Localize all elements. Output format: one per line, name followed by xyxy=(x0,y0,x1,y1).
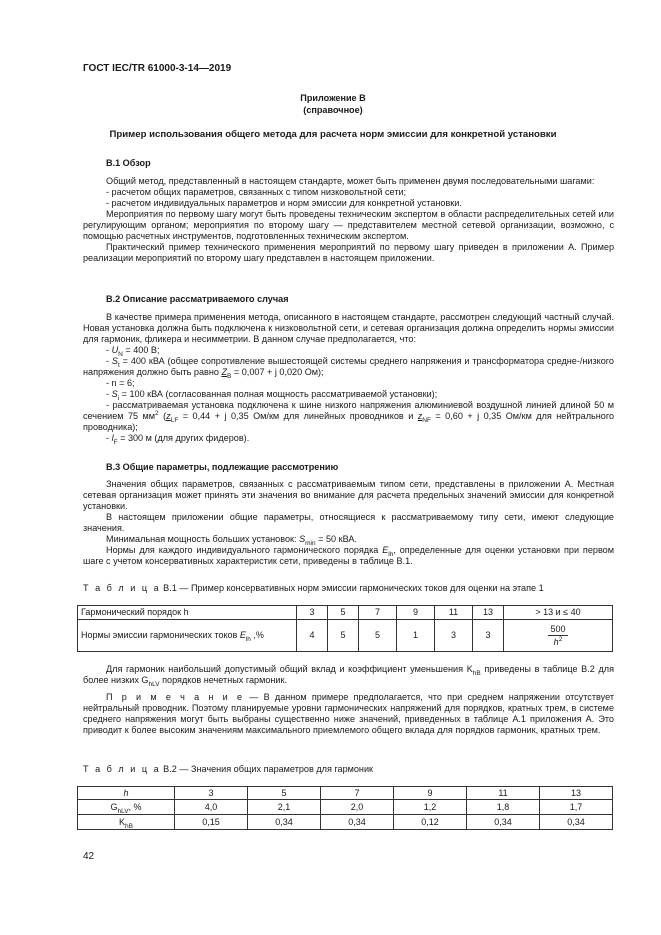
table-cell: $K_{hB}$ xyxy=(78,815,175,830)
list-item-si: - $S_i = 100$ кВА (согласованная полная мощность рассматриваемой установки); xyxy=(106,389,438,402)
table-cell: 0,34 xyxy=(321,815,394,830)
table2 xyxy=(77,786,613,830)
table-cell: 4,0 xyxy=(175,800,248,815)
table1 xyxy=(77,605,613,652)
table-cell: 4 xyxy=(297,620,328,652)
list-item-un: - $U_N = 400$ В; xyxy=(106,345,160,358)
list-item-st: - $S_t = 400$ кВА (общее сопротивление вышестоящей системы среднего напряжения и трансформатора средне-/низкого напряжения должно быть равно $Z_B = 0,007 + j$ 0,020 Ом); xyxy=(83,356,614,380)
after-table1-text xyxy=(83,664,614,736)
table-cell xyxy=(504,620,613,652)
table-cell: 0,34 xyxy=(467,815,540,830)
table-cell: 2,0 xyxy=(321,800,394,815)
table-cell: 3 xyxy=(473,620,504,652)
paragraph: Минимальная мощность больших установок: $S_{min} = 50$ кВА. xyxy=(106,534,357,547)
table-row xyxy=(78,620,613,652)
table-cell: 0,34 xyxy=(540,815,613,830)
table-cell: 13 xyxy=(540,787,613,800)
note: П р и м е ч а н и е — В данном примере предполагается, что при среднем напряжении отсутствует нейтральный проводник. Поэтому планируемые уровни гармонических напряжений для порядков, кратных трем, в системе среднего напряжения могут быть выбраны существенно ниже значений, приведенных в таблице А.1 приложения А. Это приводит к более высоким значениям максимального приемлемого общего вклада для порядков гармоник, кратных трем. xyxy=(83,692,614,735)
paragraph: Нормы для каждого индивидуального гармонического порядка $E_{lh}$, определенные для оценки установки при первом шаге с учетом консервативных характеристик сети, приведены в таблице В.1. xyxy=(83,545,614,566)
annex-subtitle: (справочное) xyxy=(303,105,363,115)
paragraph: В качестве примера применения метода, описанного в настоящем стандарте, рассмотрен следующий частный случай. Новая установка должна быть подключена к низковольтной сети, и сетевая организация должна определить нормы эмиссии для гармоник, фликера и несимметрии. В данном случае предполагается, что: xyxy=(83,312,614,344)
table-cell: 7 xyxy=(359,606,397,620)
paragraph: Для гармоник наибольший допустимый общий вклад и коэффициент уменьшения $K_{hB}$ приведены в таблице В.2 для более низких $G_{hLV}$ порядков нечетных гармоник. xyxy=(83,664,614,688)
table-cell: 11 xyxy=(467,787,540,800)
paragraph: Практический пример технического применения мероприятий по первому шагу приведен в приложении А. Пример реализации мероприятий по второму шагу представлен в настоящем приложении. xyxy=(83,242,614,263)
table-cell: 0,12 xyxy=(394,815,467,830)
table-cell: $G_{hLV}$, % xyxy=(78,800,175,815)
table-cell: h xyxy=(78,787,175,800)
annex-title: Приложение В xyxy=(300,93,366,103)
table-cell: 1 xyxy=(397,620,435,652)
list-item-line: - рассматриваемая установка подключена к шине низкого напряжения алюминиевой воздушной линией длиной 50 м сечением 75 $мм^2$ ($z_{LF} = 0,44 + j$ 0,35 Ом/км для линейных проводников и $z_{NF} = 0,60 + j$ 0,35 Ом/км для нейтрального проводника); xyxy=(83,400,615,432)
table-cell: 9 xyxy=(397,606,435,620)
section-b1-heading: В.1 Обзор xyxy=(106,158,151,168)
section-b3-body xyxy=(83,479,614,567)
table-cell: 5 xyxy=(359,620,397,652)
table-cell: 3 xyxy=(435,620,473,652)
table-cell: 5 xyxy=(248,787,321,800)
table-row xyxy=(78,815,613,830)
paragraph: Общий метод, представленный в настоящем стандарте, может быть применен двумя последовательными шагами: xyxy=(106,176,595,186)
paragraph: Значения общих параметров, связанных с рассматриваемым типом сети, представлены в приложении А. Местная сетевая организация может принять эти значения во внимание для расчета предельных значений эмиссии для конкретной установки. xyxy=(83,479,614,511)
page-number: 42 xyxy=(83,851,95,862)
fraction: $\frac{500}{h^2}$ xyxy=(550,624,566,647)
table-cell: 13 xyxy=(473,606,504,620)
table-cell: 3 xyxy=(175,787,248,800)
table-cell: 3 xyxy=(297,606,328,620)
table-cell: 1,7 xyxy=(540,800,613,815)
table-cell: 5 xyxy=(328,620,359,652)
table-cell: 1,2 xyxy=(394,800,467,815)
paragraph: В настоящем приложении общие параметры, относящиеся к рассматриваемому типу сети, имеют следующие значения. xyxy=(83,512,614,533)
table-cell: 1,8 xyxy=(467,800,540,815)
table-cell: 11 xyxy=(435,606,473,620)
list-item-lf: - $l_F = 300$ м (для других фидеров). xyxy=(106,433,250,446)
table-cell: Гармонический порядок h xyxy=(78,606,297,620)
annex-main-title: Пример использования общего метода для расчета норм эмиссии для конкретной установки xyxy=(109,129,557,140)
section-b2-body xyxy=(83,312,614,444)
table-cell: 0,34 xyxy=(248,815,321,830)
section-b3-heading: В.3 Общие параметры, подлежащие рассмотрению xyxy=(106,462,339,472)
table-cell: 2,1 xyxy=(248,800,321,815)
list-item-n: - n = 6; xyxy=(106,378,135,388)
table1-caption: Т а б л и ц а В.1 — Пример консервативных норм эмиссии гармонических токов для оценки на этапе 1 xyxy=(83,583,544,593)
table-cell: 9 xyxy=(394,787,467,800)
list-item: - расчетом индивидуальных параметров и норм эмиссии для конкретной установки. xyxy=(106,198,462,208)
table-row xyxy=(78,606,613,620)
table-cell: 5 xyxy=(328,606,359,620)
table-cell: Нормы эмиссии гармонических токов $E_{lh}$ ,% xyxy=(78,620,297,652)
document-header: ГОСТ IEC/TR 61000-3-14—2019 xyxy=(83,63,232,74)
table-row xyxy=(78,800,613,815)
paragraph: Мероприятия по первому шагу могут быть проведены техническим экспертом в области распределительных сетей или регулирующим органом; мероприятия по второму шагу — представителем местной сетевой организации, возможно, с помощью расчетных инструментов, подготовленных техническим экспертом. xyxy=(83,209,614,241)
table2-caption: Т а б л и ц а В.2 — Значения общих параметров для гармоник xyxy=(83,764,374,774)
table-cell: > 13 и ≤ 40 xyxy=(504,606,613,620)
table-cell: 0,15 xyxy=(175,815,248,830)
table-row xyxy=(78,787,613,800)
section-b1-body xyxy=(83,176,614,264)
section-b2-heading: В.2 Описание рассматриваемого случая xyxy=(106,294,289,304)
list-item: - расчетом общих параметров, связанных с типом низковольтной сети; xyxy=(106,187,407,197)
table-cell: 7 xyxy=(321,787,394,800)
